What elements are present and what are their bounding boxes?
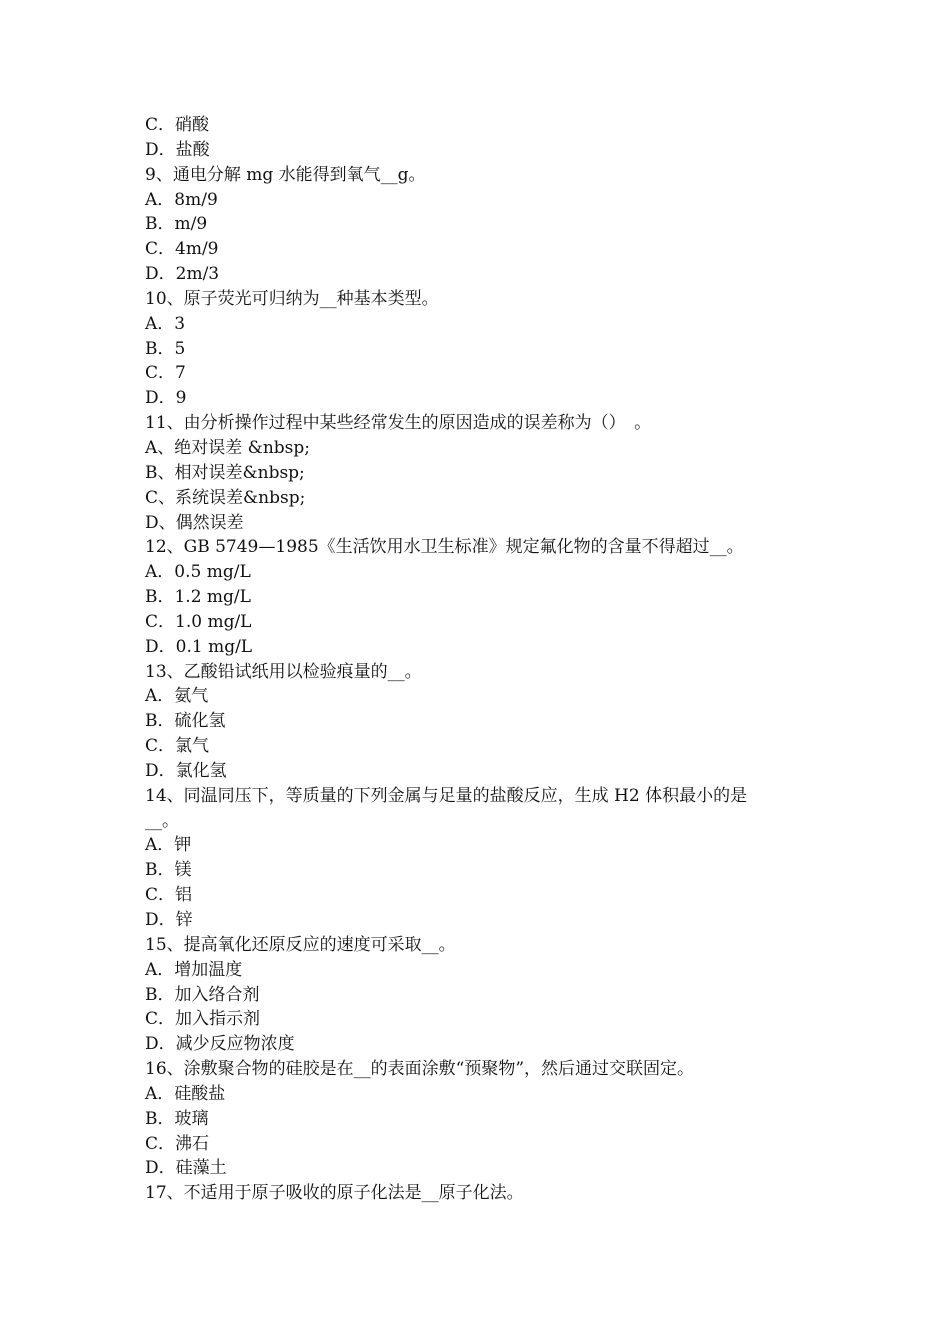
option-line: A、绝对误差 &nbsp; [145,437,310,458]
question-line: 13、乙酸铅试纸用以检验痕量的__。 [145,661,422,682]
option-line: D．氯化氢 [145,760,227,781]
question-line: 17、不适用于原子吸收的原子化法是__原子化法。 [145,1183,524,1204]
option-line: C、系统误差&nbsp; [145,487,306,508]
question-line: 11、由分析操作过程中某些经常发生的原因造成的误差称为（） 。 [145,413,652,434]
option-line: D．减少反应物浓度 [145,1034,295,1055]
option-line: D．盐酸 [145,139,210,160]
option-line: A．增加温度 [145,959,243,980]
option-line: A．8m/9 [145,189,218,210]
option-line: D．2m/3 [145,264,220,285]
option-line: D．9 [145,388,187,409]
document-body [145,113,815,1206]
option-line: B．玻璃 [145,1108,209,1129]
option-line: C．4m/9 [145,239,219,260]
option-line: B．m/9 [145,214,208,235]
question-line-continued: __。 [145,810,179,831]
option-line: D．0.1 mg/L [145,636,253,657]
question-line: 10、原子荧光可归纳为__种基本类型。 [145,288,439,309]
option-line: A．氨气 [145,686,209,707]
question-line: 9、通电分解 mg 水能得到氧气__g。 [145,164,426,185]
question-line: 12、GB 5749—1985《生活饮用水卫生标准》规定氟化物的含量不得超过__。 [145,537,744,558]
option-line: B、相对误差&nbsp; [145,462,305,483]
option-line: A．0.5 mg/L [145,562,251,583]
option-line: C．铝 [145,885,193,906]
option-line: C．氯气 [145,736,210,757]
option-line: C．加入指示剂 [145,1009,261,1030]
option-line: D、偶然误差 [145,512,244,533]
question-line: 16、涂敷聚合物的硅胶是在__的表面涂敷“预聚物”，然后通过交联固定。 [145,1059,695,1080]
option-line: C．7 [145,363,186,384]
option-line: B．5 [145,338,186,359]
option-line: A．硅酸盐 [145,1083,226,1104]
option-line: B．1.2 mg/L [145,587,251,608]
question-line: 15、提高氧化还原反应的速度可采取__。 [145,934,456,955]
question-line: 14、同温同压下，等质量的下列金属与足量的盐酸反应，生成 H2 体积最小的是 [145,785,748,806]
option-line: D．锌 [145,910,193,930]
option-line: B．硫化氢 [145,711,226,732]
option-line: D．硅藻土 [145,1158,227,1179]
option-line: B．镁 [145,860,192,881]
option-line: C．沸石 [145,1133,210,1154]
option-line: A．钾 [145,835,192,856]
option-line: A．3 [145,313,186,334]
option-line: B．加入络合剂 [145,984,260,1005]
option-line: C．硝酸 [145,115,210,135]
option-line: C．1.0 mg/L [145,611,252,632]
